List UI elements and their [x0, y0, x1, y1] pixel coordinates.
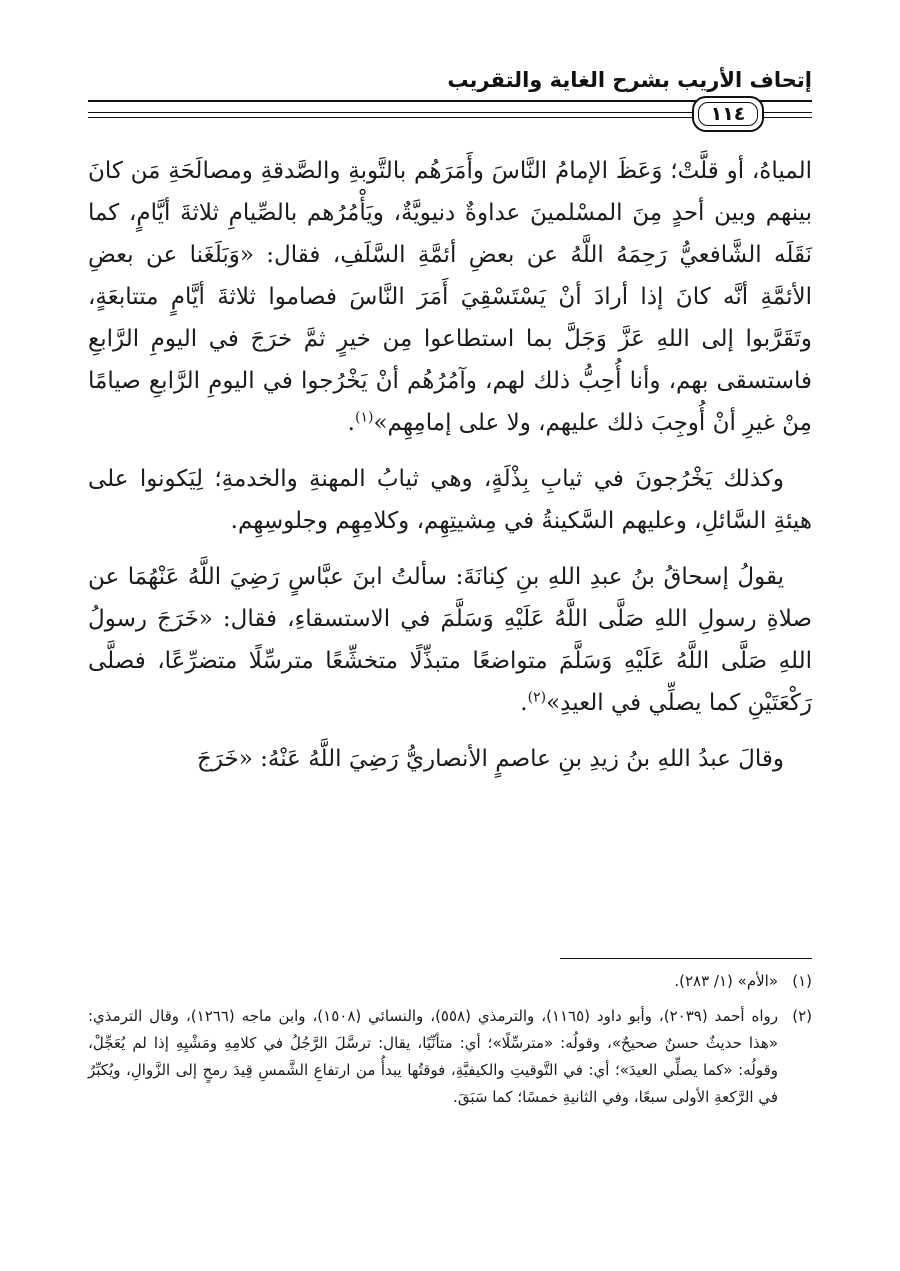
footnote-2 [88, 1003, 812, 1111]
footnote-ref-2: (٢) [527, 689, 547, 706]
page-header [88, 64, 812, 134]
paragraph-3-text: يقولُ إسحاقُ بنُ عبدِ اللهِ بنِ كِنانَةَ: سألتُ ابنَ عبَّاسٍ رَضِيَ اللَّهُ عَنْهُمَا عن صلاةِ رسولِ اللهِ صَلَّى اللَّهُ عَلَيْهِ وَسَلَّمَ في الاستسقاءِ، فقال: «خَرَجَ رسولُ اللهِ صَلَّى اللَّهُ عَلَيْهِ وَسَلَّمَ متواضعًا متبذِّلًا متخشِّعًا مترسِّلًا متضرِّعًا، فصلَّى رَكْعَتَيْنِ كما يصلِّي في العيدِ» [88, 564, 812, 716]
page-number: ١١٤ [698, 102, 758, 126]
main-text [88, 150, 812, 780]
footnote-1 [88, 968, 812, 995]
footnote-text: رواه أحمد (٢٠٣٩)، وأبو داود (١١٦٥)، والترمذي (٥٥٨)، والنسائي (١٥٠٨)، وابن ماجه (١٢٦٦)، وقال الترمذي: «هذا حديثٌ حسنٌ صحيحٌ»، وقولُه: «مترسِّلًا»؛ أي: متأنِّيًا، يقال: ترسَّلَ الرَّجُلُ في كلامِهِ ومَشْيِهِ إذا لم يُعَجِّلْ، وقولُه: «كما يصلِّي العيدَ»؛ أي: في التَّوقيتِ والكيفيَّةِ، فوقتُها يبدأُ من ارتفاعِ الشَّمسِ قِيدَ رمحٍ إلى الزَّوالِ، ويُكبِّرُ في الرَّكعةِ الأولى سبعًا، وفي الثانيةِ خمسًا؛ كما سَبَقَ. [88, 1007, 779, 1106]
paragraph-1 [88, 150, 812, 444]
paragraph-1-end: . [347, 410, 355, 436]
page-number-frame [692, 96, 764, 132]
page-number-ornament [88, 90, 812, 126]
footnote-number: (٢) [792, 1007, 812, 1025]
paragraph-4: وقالَ عبدُ اللهِ بنُ زيدِ بنِ عاصمٍ الأنصاريُّ رَضِيَ اللَّهُ عَنْهُ: «خَرَجَ [197, 746, 784, 772]
footnote-text: «الأم» (١/ ٢٨٣). [674, 972, 778, 990]
double-rule-left [88, 112, 692, 118]
paragraph-2: وكذلك يَخْرُجونَ في ثيابِ بِذْلَةٍ، وهي ثيابُ المهنةِ والخدمةِ؛ لِيَكونوا على هيئةِ السَّائلِ، وعليهم السَّكينةُ في مِشيتِهِم، وكلامِهِم وجلوسِهِم. [88, 466, 812, 534]
footnotes [88, 968, 812, 1119]
footnote-number: (١) [792, 972, 812, 990]
double-rule-right [764, 112, 812, 118]
paragraph-1-text: المياهُ، أو قلَّتْ؛ وَعَظَ الإمامُ النَّاسَ وأَمَرَهُم بالتَّوبةِ والصَّدقةِ ومصالَحَةِ مَن كانَ بينهم وبين أحدٍ مِنَ المسْلمينَ عداوةٌ دنيويَّةٌ، ويَأْمُرُهم بالصِّيامِ ثلاثةَ أيَّامٍ، كما نَقَلَه الشَّافعيُّ رَحِمَهُ اللَّهُ عن بعضِ أئمَّةِ السَّلَفِ، فقال: «وَبَلَغَنا عن بعضِ الأئمَّةِ أنَّه كانَ إذا أرادَ أنْ يَسْتَسْقِيَ أَمَرَ النَّاسَ فصاموا ثلاثةَ أيَّامٍ متتابعَةٍ، وتَقَرَّبوا إلى اللهِ عَزَّ وَجَلَّ بما استطاعوا مِن خيرٍ ثمَّ خرَجَ في اليومِ الرَّابعِ فاستسقى بهم، وأنا أُحِبُّ ذلك لهم، وآمُرُهُم أنْ يَخْرُجوا في اليومِ الرَّابعِ صيامًا مِنْ غيرِ أنْ أُوجِبَ ذلك عليهم، ولا على إمامِهِم» [88, 158, 812, 436]
running-title: إتحاف الأريب بشرح الغاية والتقريب [447, 68, 812, 92]
footnote-separator [560, 958, 812, 959]
footnote-ref-1: (١) [354, 409, 374, 426]
paragraph-3 [88, 556, 812, 724]
paragraph-3-end: . [520, 690, 528, 716]
